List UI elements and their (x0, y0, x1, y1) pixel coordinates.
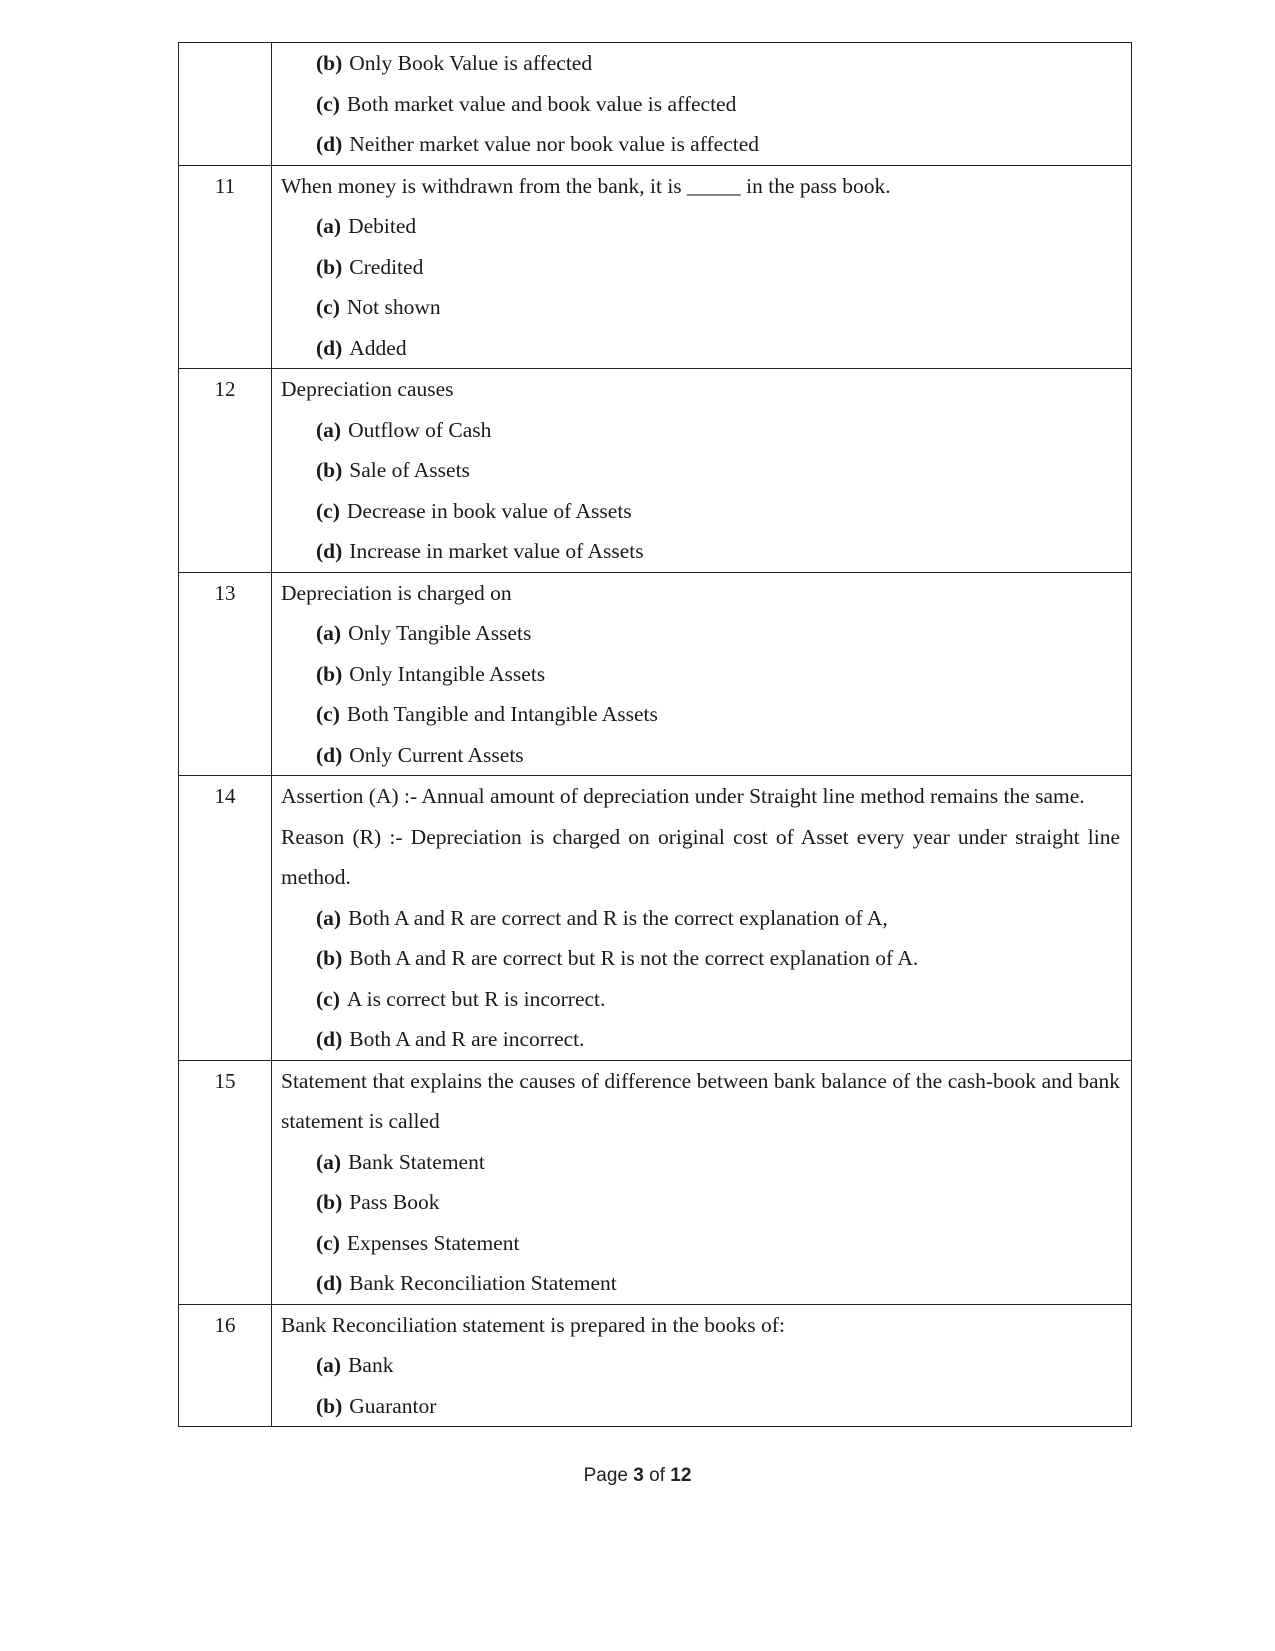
option-text: Guarantor (349, 1393, 437, 1418)
option-key: (a) (316, 621, 342, 645)
option-key: (c) (316, 295, 340, 319)
option-a (281, 898, 1120, 939)
question-body-cell (272, 572, 1132, 776)
option-key: (b) (316, 661, 343, 686)
option-text: Added (349, 335, 407, 360)
option-key: (a) (316, 214, 342, 238)
question-text: Assertion (A) :- Annual amount of depreciation under Straight line method remains the same. (281, 784, 1085, 808)
option-b (281, 654, 1120, 695)
option-text: Expenses Statement (346, 1230, 520, 1255)
question-body-cell (272, 165, 1132, 369)
option-key: (b) (316, 1190, 343, 1214)
option-text: Increase in market value of Assets (349, 539, 644, 563)
footer-prefix: Page (583, 1465, 634, 1486)
option-text: Bank (348, 1353, 394, 1377)
option-key: (c) (316, 702, 340, 726)
question-text: Depreciation causes (281, 377, 454, 401)
option-text: Both A and R are incorrect. (349, 1027, 585, 1051)
option-key: (a) (316, 905, 342, 930)
question-row (179, 1304, 1132, 1427)
option-c (281, 694, 1120, 735)
option-key: (b) (316, 458, 343, 482)
question-row (179, 165, 1132, 369)
option-key: (b) (316, 254, 343, 279)
option-key: (a) (316, 417, 342, 442)
option-text: Both A and R are correct and R is the correct explanation of A, (348, 905, 888, 930)
option-text: Bank Reconciliation Statement (349, 1271, 617, 1295)
option-key: (b) (316, 1393, 343, 1418)
option-b (281, 247, 1120, 288)
option-b (281, 1182, 1120, 1223)
option-key: (d) (316, 335, 343, 360)
option-c (281, 1223, 1120, 1264)
question-text: Depreciation is charged on (281, 580, 512, 605)
option-key: (b) (316, 946, 343, 970)
question-body-cell (272, 1304, 1132, 1427)
option-text: Bank Statement (348, 1149, 485, 1174)
question-number: 16 (179, 1304, 272, 1427)
option-text: Both Tangible and Intangible Assets (346, 702, 658, 726)
option-text: Debited (348, 214, 417, 238)
option-text: Outflow of Cash (348, 417, 492, 442)
option-key: (a) (316, 1149, 342, 1174)
question-number: 11 (179, 165, 272, 369)
option-text: A is correct but R is incorrect. (346, 986, 606, 1011)
option-key: (d) (316, 132, 343, 156)
total-page-count: 12 (670, 1465, 692, 1486)
option-key: (c) (316, 498, 340, 523)
option-d (281, 328, 1120, 369)
question-number: 13 (179, 572, 272, 776)
question-body-cell (272, 776, 1132, 1061)
option-a (281, 613, 1120, 654)
page-footer (0, 1465, 1275, 1487)
option-key: (c) (316, 986, 340, 1011)
question-table (178, 42, 1132, 1427)
option-c (281, 491, 1120, 532)
option-d (281, 1263, 1120, 1304)
question-body-cell (272, 369, 1132, 573)
question-body-cell (272, 43, 1132, 166)
option-text: Credited (349, 254, 424, 279)
option-b (281, 450, 1120, 491)
option-a (281, 1345, 1120, 1386)
option-text: Pass Book (349, 1190, 440, 1214)
option-text: Neither market value nor book value is affected (349, 132, 760, 156)
option-b (281, 43, 1120, 84)
option-b (281, 938, 1120, 979)
option-text: Only Current Assets (349, 742, 524, 767)
option-c (281, 979, 1120, 1020)
option-c (281, 287, 1120, 328)
question-number: 14 (179, 776, 272, 1061)
option-key: (a) (316, 1353, 342, 1377)
question-row (179, 776, 1132, 1061)
option-key: (d) (316, 1271, 343, 1295)
current-page-number: 3 (633, 1465, 644, 1486)
question-text: Reason (R) :- Depreciation is charged on original cost of Asset every year under straight line method. (281, 824, 1120, 889)
question-text: Statement that explains the causes of difference between bank balance of the cash-book and bank statement is called (281, 1068, 1120, 1133)
question-row (179, 369, 1132, 573)
option-key: (d) (316, 742, 343, 767)
option-text: Decrease in book value of Assets (346, 498, 632, 523)
question-row (179, 1060, 1132, 1304)
option-a (281, 1142, 1120, 1183)
option-text: Not shown (346, 295, 441, 319)
option-d (281, 1019, 1120, 1060)
footer-middle: of (643, 1465, 671, 1486)
option-d (281, 735, 1120, 776)
question-number: 12 (179, 369, 272, 573)
option-text: Sale of Assets (349, 458, 470, 482)
question-number: 15 (179, 1060, 272, 1304)
option-c (281, 84, 1120, 125)
option-key: (c) (316, 91, 340, 116)
question-body-cell (272, 1060, 1132, 1304)
option-key: (d) (316, 539, 343, 563)
option-key: (d) (316, 1027, 343, 1051)
question-text: When money is withdrawn from the bank, it is _____ in the pass book. (281, 173, 891, 198)
option-text: Only Tangible Assets (348, 621, 532, 645)
question-row-continuation (179, 43, 1132, 166)
question-text: Bank Reconciliation statement is prepared in the books of: (281, 1312, 785, 1337)
option-key: (b) (316, 51, 343, 75)
option-d (281, 531, 1120, 572)
option-text: Both market value and book value is affected (346, 91, 737, 116)
option-text: Both A and R are correct but R is not the correct explanation of A. (349, 946, 919, 970)
option-a (281, 206, 1120, 247)
option-text: Only Book Value is affected (349, 51, 593, 75)
option-d (281, 124, 1120, 165)
option-text: Only Intangible Assets (349, 661, 546, 686)
question-row (179, 572, 1132, 776)
option-a (281, 410, 1120, 451)
question-number-cell (179, 43, 272, 166)
option-b (281, 1386, 1120, 1427)
option-key: (c) (316, 1230, 340, 1255)
